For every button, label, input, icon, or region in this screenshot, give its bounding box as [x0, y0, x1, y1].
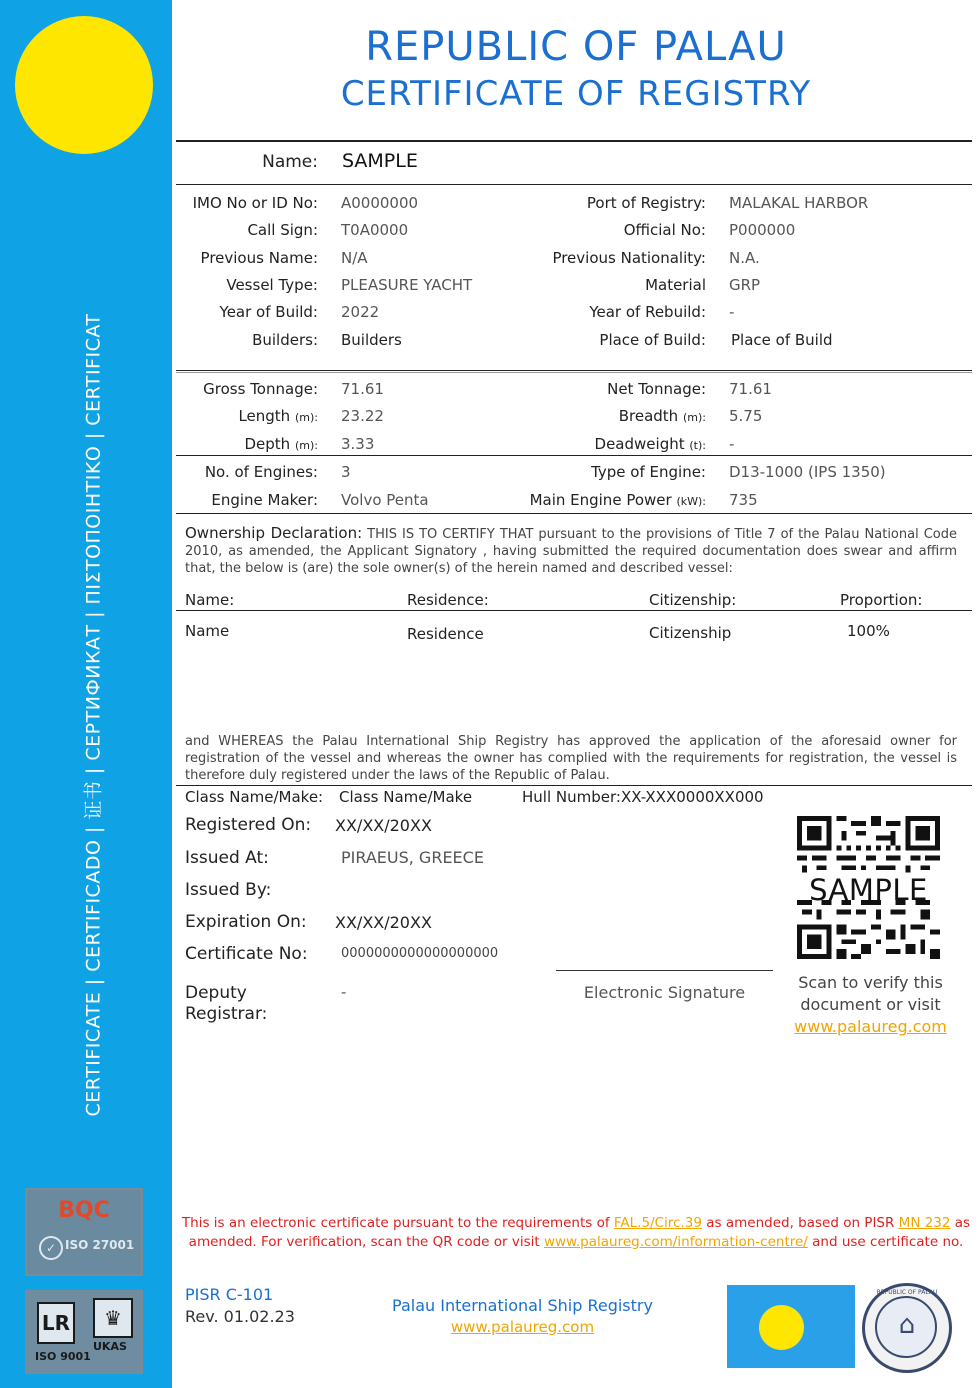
vertical-certificate-text: CERTIFICATE | CERTIFICADO | 证书 | СЕРТИФИКАТ | ΠΙΣΤΟΠΟΙΗΤΙΚΟ | CERTIFICAT [82, 313, 105, 1117]
net-tonnage-value: 71.61 [729, 380, 772, 398]
engine-maker-value: Volvo Penta [341, 491, 429, 509]
deadweight-label-text: Deadweight [594, 435, 685, 453]
main-engine-power-value: 735 [729, 491, 758, 509]
palau-sun-emblem [15, 16, 153, 154]
divider [176, 372, 972, 373]
notice-text-4: and use certificate no. [807, 1234, 964, 1250]
official-no-label: Official No: [623, 221, 706, 239]
port-of-registry-value: MALAKAL HARBOR [729, 194, 869, 212]
sidebar [0, 0, 172, 1388]
seal-text: REPUBLIC OF PALAU [876, 1289, 938, 1296]
palau-flag [727, 1285, 855, 1368]
no-of-engines-label: No. of Engines: [204, 463, 318, 481]
class-label: Class Name/Make: [185, 788, 324, 806]
crown-icon: ♛ [93, 1298, 133, 1338]
signature-line [556, 970, 773, 971]
check-icon: ✓ [39, 1236, 63, 1260]
registry-name: Palau International Ship Registry [392, 1296, 653, 1315]
main-engine-power-label [500, 491, 706, 509]
length-label-text: Length [238, 407, 291, 425]
material-value: GRP [729, 276, 761, 294]
call-sign-value: T0A0000 [341, 221, 409, 239]
certificate-no-value: 0000000000000000000 [341, 946, 499, 961]
builders-label: Builders: [252, 331, 318, 349]
engine-maker-label: Engine Maker: [211, 491, 318, 509]
previous-name-label: Previous Name: [200, 249, 318, 267]
bqc-logo: BQC [58, 1198, 110, 1223]
depth-label-text: Depth [244, 435, 291, 453]
class-value: Class Name/Make [339, 788, 473, 806]
divider [176, 184, 972, 185]
main-engine-power-label-text: Main Engine Power [529, 491, 672, 509]
material-label: Material [645, 276, 706, 294]
owner-col-name: Name: [185, 591, 235, 609]
bqc-iso27001-badge [25, 1188, 143, 1276]
seal-building-icon: ⌂ [898, 1310, 916, 1340]
divider [176, 455, 972, 456]
owner-name: Name [185, 622, 230, 640]
republic-of-palau-seal [862, 1283, 952, 1373]
owner-proportion: 100% [847, 622, 890, 640]
deadweight-value: - [729, 435, 735, 453]
vessel-name-value: SAMPLE [342, 150, 418, 172]
year-of-rebuild-label: Year of Rebuild: [589, 303, 706, 321]
electronic-certificate-notice [180, 1214, 972, 1252]
registered-on-label: Registered On: [185, 815, 312, 835]
owner-col-residence: Residence: [407, 591, 489, 609]
hull-number-value: XX-XXX0000XX000 [620, 788, 764, 806]
deputy-registrar-label-1: Deputy [185, 983, 247, 1003]
ownership-declaration-label: Ownership Declaration: [185, 524, 363, 542]
divider [176, 140, 972, 142]
lr-logo: LR [37, 1302, 75, 1344]
ownership-declaration [185, 525, 957, 577]
power-unit: (kW): [676, 495, 706, 508]
breadth-label-text: Breadth [618, 407, 679, 425]
qr-sample-overlay: SAMPLE [809, 873, 928, 907]
previous-name-value: N/A [341, 249, 368, 267]
qr-scan-text-1: Scan to verify this [798, 973, 943, 992]
net-tonnage-label: Net Tonnage: [607, 380, 706, 398]
deputy-registrar-value: - [341, 983, 347, 1001]
imo-label: IMO No or ID No: [192, 194, 318, 212]
depth-label [176, 435, 318, 453]
gross-tonnage-value: 71.61 [341, 380, 384, 398]
builders-value: Builders [341, 331, 402, 349]
registered-on-value: XX/XX/20XX [335, 816, 432, 835]
divider [176, 610, 972, 611]
notice-text-1: This is an electronic certificate pursuant to the requirements of [181, 1215, 614, 1231]
whereas-statement: and WHEREAS the Palau International Ship Registry has approved the application of the aforesaid owner for registration of the vessel and whereas the owner has complied with the requirements for registration, the vessel is therefore duly registered under the laws of the Republic of Palau. [185, 734, 957, 783]
qr-scan-link[interactable]: www.palaureg.com [794, 1017, 947, 1036]
form-code: PISR C-101 [185, 1285, 274, 1304]
deputy-registrar-label-2: Registrar: [185, 1004, 268, 1024]
ukas-label: UKAS [93, 1340, 127, 1353]
place-of-build-value: Place of Build [731, 331, 833, 349]
certificate-no-label: Certificate No: [185, 944, 308, 964]
page-subtitle: CERTIFICATE OF REGISTRY [340, 74, 812, 114]
gross-tonnage-label: Gross Tonnage: [203, 380, 318, 398]
registry-link[interactable]: www.palaureg.com [450, 1318, 595, 1336]
deadweight-label [500, 435, 706, 453]
official-no-value: P000000 [729, 221, 796, 239]
page-title: REPUBLIC OF PALAU [365, 24, 787, 70]
iso9001-label: ISO 9001 [35, 1350, 91, 1363]
lr-iso9001-badge [25, 1290, 143, 1374]
place-of-build-label: Place of Build: [599, 331, 706, 349]
fal-circ-link[interactable]: FAL.5/Circ.39 [613, 1215, 702, 1231]
previous-nationality-value: N.A. [729, 249, 760, 267]
electronic-signature-label: Electronic Signature [583, 983, 746, 1002]
previous-nationality-label: Previous Nationality: [552, 249, 706, 267]
breadth-label [500, 407, 706, 425]
mn232-link[interactable]: MN 232 [898, 1215, 951, 1231]
owner-residence: Residence [407, 625, 484, 643]
vessel-name-label: Name: [262, 152, 318, 172]
imo-value: A0000000 [341, 194, 419, 212]
no-of-engines-value: 3 [341, 463, 351, 481]
breadth-unit: (m): [682, 411, 706, 424]
depth-unit: (m): [294, 439, 318, 452]
depth-value: 3.33 [341, 435, 375, 453]
vessel-type-label: Vessel Type: [226, 276, 318, 294]
year-of-build-value: 2022 [341, 303, 380, 321]
divider [176, 370, 972, 371]
issued-at-value: PIRAEUS, GREECE [341, 848, 484, 867]
owner-col-citizenship: Citizenship: [649, 591, 737, 609]
issued-at-label: Issued At: [185, 848, 269, 868]
call-sign-label: Call Sign: [247, 221, 318, 239]
breadth-value: 5.75 [729, 407, 763, 425]
deadweight-unit: (t): [689, 439, 706, 452]
divider [176, 513, 972, 514]
year-of-rebuild-value: - [729, 303, 735, 321]
length-label [176, 407, 318, 425]
notice-text-3: as amended. For verification, scan the QR code or visit [188, 1215, 971, 1250]
year-of-build-label: Year of Build: [219, 303, 318, 321]
notice-text-2: as amended, based on PISR [701, 1215, 899, 1231]
owner-citizenship: Citizenship [649, 624, 732, 642]
port-of-registry-label: Port of Registry: [586, 194, 706, 212]
iso27001-label: ISO 27001 [65, 1238, 135, 1252]
ownership-declaration-text: THIS IS TO CERTIFY THAT pursuant to the provisions of Title 7 of the Palau National Code 2010, as amended, the Applicant Signatory , having submitted the required documentation does swear and affirm that, the below is (are) the sole owner(s) of the herein named and described vessel: [185, 527, 957, 576]
length-unit: (m): [294, 411, 318, 424]
issued-by-label: Issued By: [185, 880, 272, 900]
length-value: 23.22 [341, 407, 384, 425]
information-centre-link[interactable]: www.palaureg.com/information-centre/ [543, 1234, 808, 1250]
type-of-engine-label: Type of Engine: [591, 463, 706, 481]
revision: Rev. 01.02.23 [185, 1307, 295, 1326]
owner-col-proportion: Proportion: [840, 591, 923, 609]
hull-number-label: Hull Number: [522, 788, 621, 806]
type-of-engine-value: D13-1000 (IPS 1350) [729, 463, 886, 481]
vessel-type-value: PLEASURE YACHT [341, 276, 473, 294]
expiration-value: XX/XX/20XX [335, 913, 432, 932]
hull-number [522, 788, 764, 806]
qr-scan-text-2: document or visit [800, 995, 941, 1014]
expiration-label: Expiration On: [185, 912, 307, 932]
flag-sun [759, 1305, 804, 1350]
divider [176, 785, 972, 786]
